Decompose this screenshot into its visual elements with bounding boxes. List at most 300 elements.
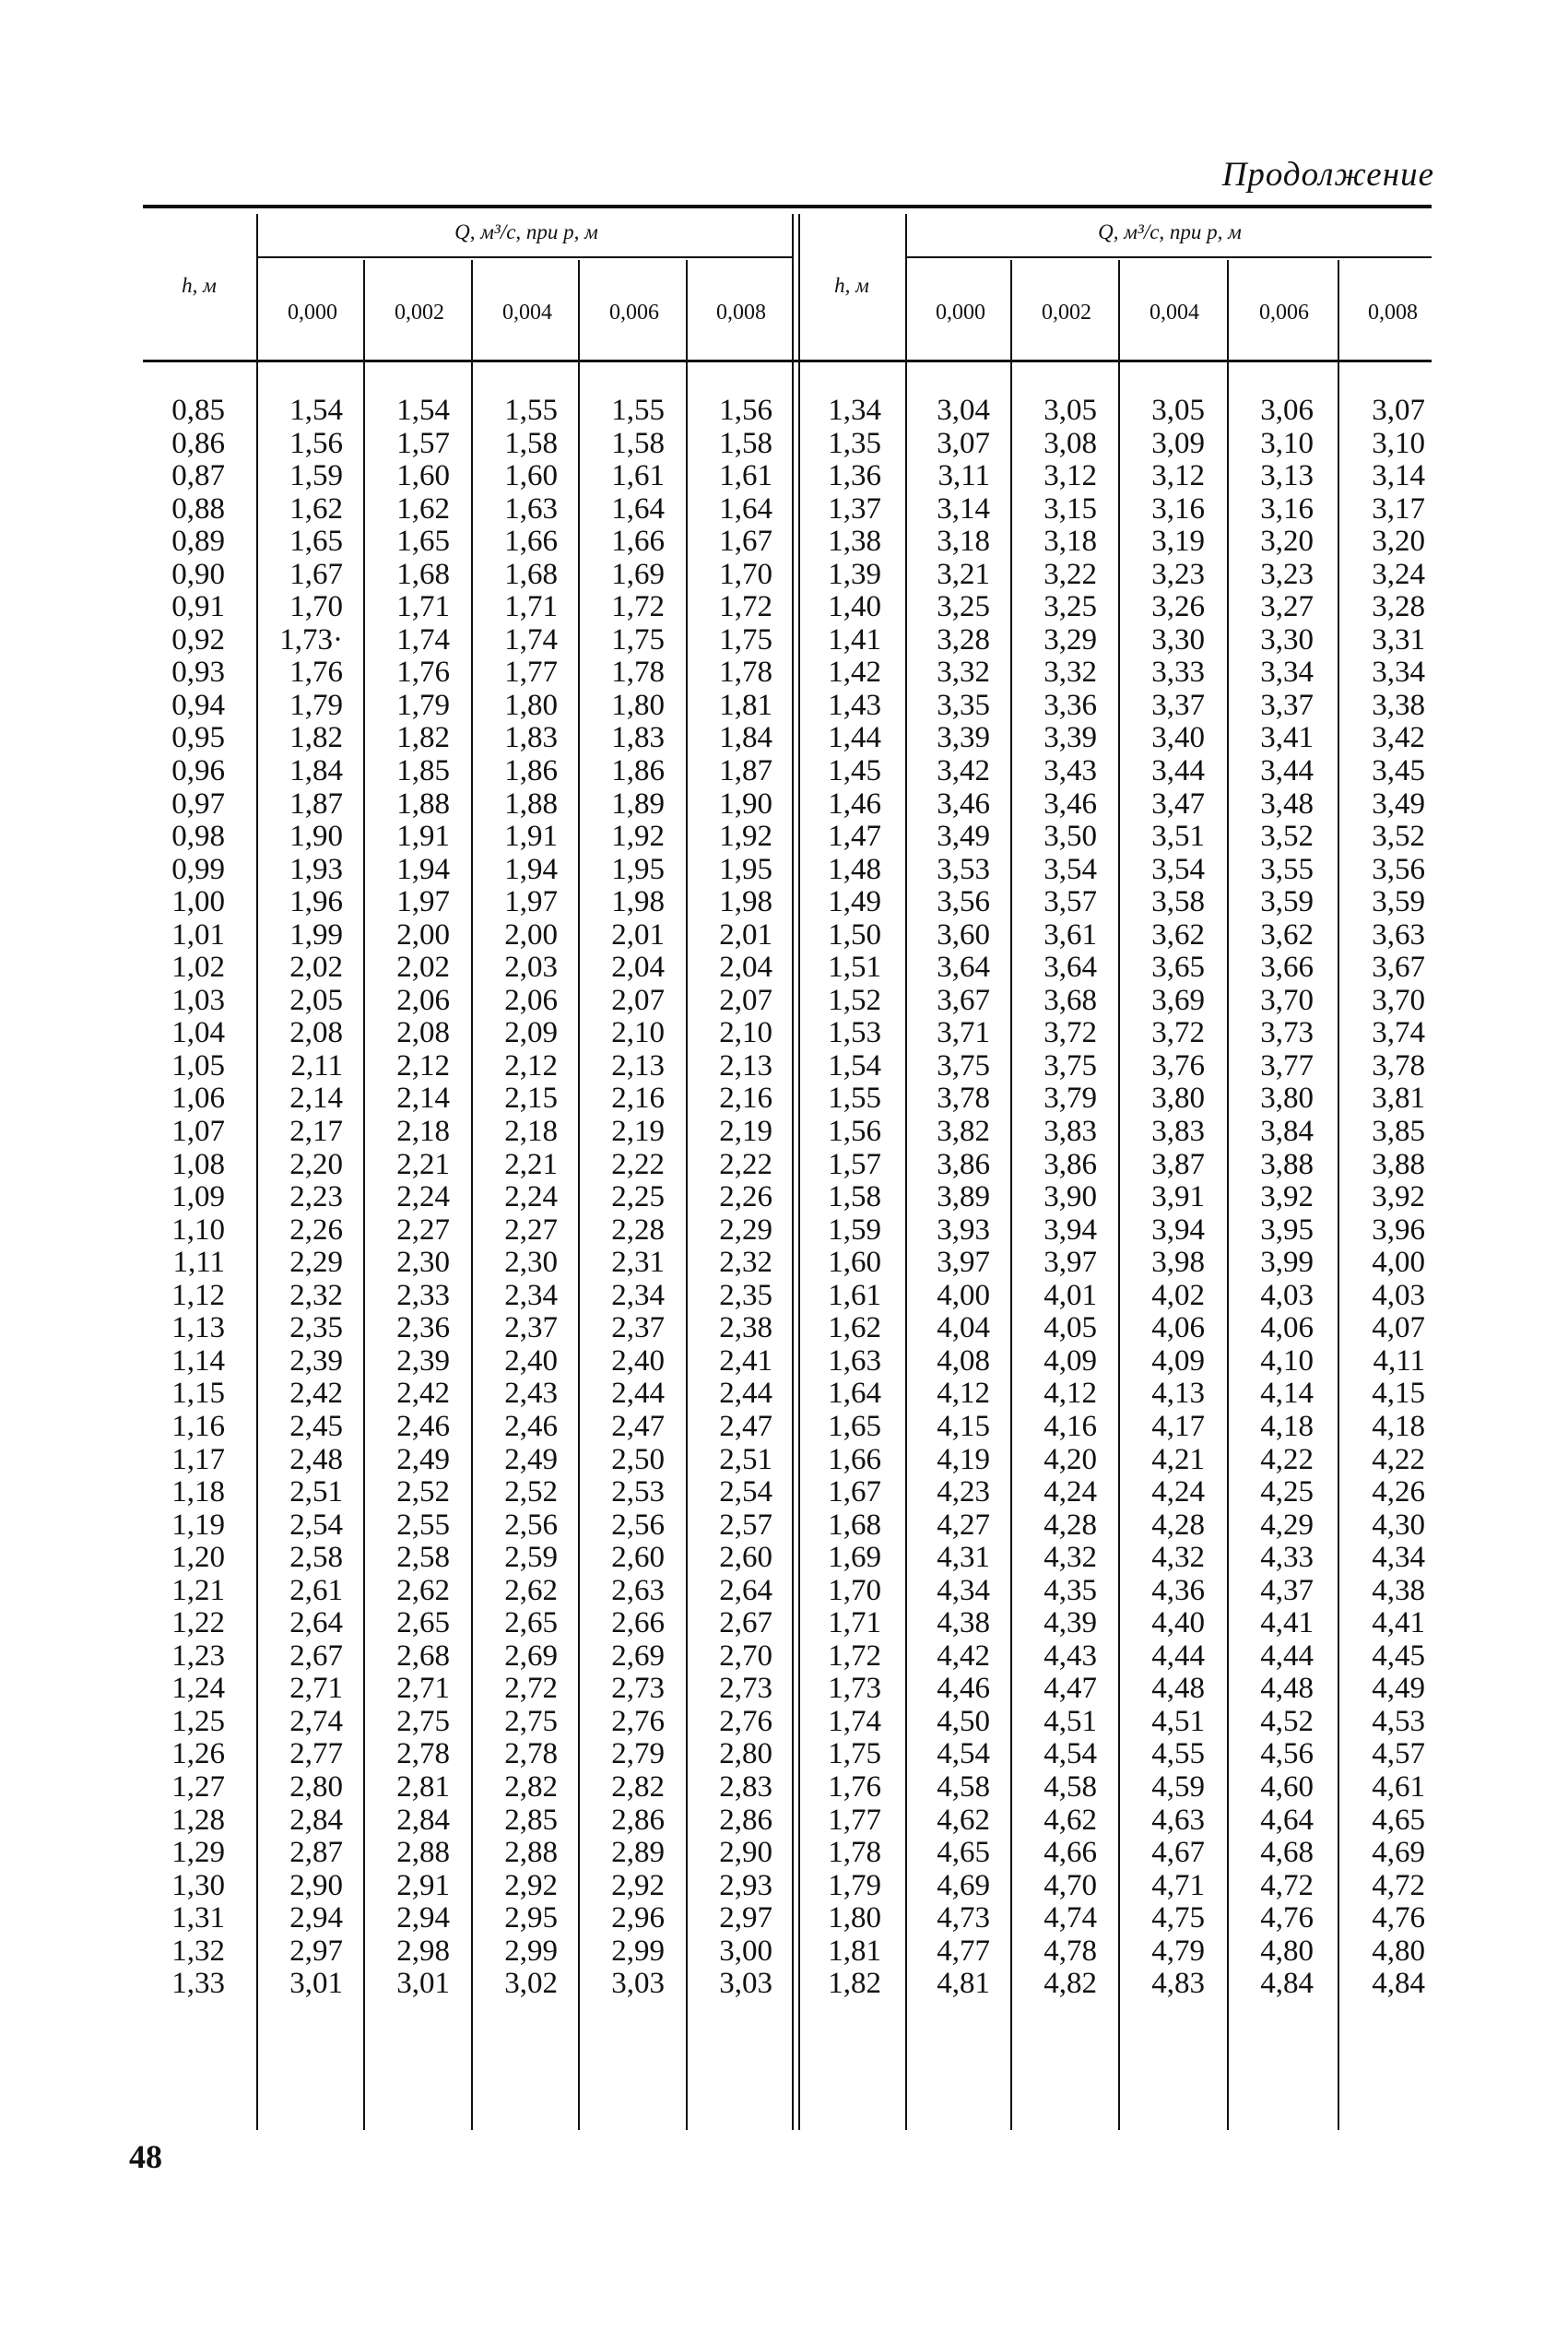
table-cell: 1,37 xyxy=(828,491,881,526)
left-col-divider-3 xyxy=(578,260,580,2130)
table-cell: 3,56 xyxy=(1372,852,1425,886)
table-cell: 2,41 xyxy=(719,1343,772,1378)
table-cell: 3,52 xyxy=(1260,820,1314,854)
table-cell: 1,27 xyxy=(171,1769,225,1804)
table-cell: 4,00 xyxy=(1372,1246,1425,1280)
table-cell: 3,94 xyxy=(1043,1213,1097,1247)
right-q-column-1 xyxy=(913,395,990,2001)
p-label-right-2: 0,004 xyxy=(1149,301,1199,325)
table-cell: 1,81 xyxy=(828,1934,881,1968)
table-cell: 4,82 xyxy=(1043,1967,1097,2001)
table-cell: 4,38 xyxy=(937,1606,990,1640)
table-cell: 2,94 xyxy=(396,1901,450,1935)
table-cell: 2,35 xyxy=(289,1311,343,1345)
table-cell: 2,37 xyxy=(504,1311,558,1345)
table-cell: 2,50 xyxy=(611,1442,665,1476)
table-cell: 3,03 xyxy=(719,1967,772,2001)
table-cell: 4,53 xyxy=(1372,1704,1425,1738)
table-cell: 4,84 xyxy=(1372,1967,1425,2001)
table-cell: 2,67 xyxy=(719,1606,772,1640)
table-cell: 2,99 xyxy=(504,1934,558,1968)
table-cell: 2,68 xyxy=(396,1639,450,1673)
table-cell: 1,46 xyxy=(828,787,881,821)
table-cell: 3,10 xyxy=(1260,426,1314,460)
table-cell: 3,54 xyxy=(1043,852,1097,886)
table-cell: 2,35 xyxy=(719,1278,772,1312)
table-cell: 4,72 xyxy=(1260,1868,1314,1902)
table-cell: 2,79 xyxy=(611,1737,665,1771)
table-cell: 1,79 xyxy=(396,688,450,722)
table-cell: 1,72 xyxy=(719,590,772,624)
table-cell: 1,64 xyxy=(719,491,772,526)
table-cell: 3,30 xyxy=(1151,622,1205,657)
table-cell: 3,83 xyxy=(1043,1115,1097,1149)
table-cell: 4,30 xyxy=(1372,1508,1425,1542)
table-cell: 2,36 xyxy=(396,1311,450,1345)
table-cell: 2,46 xyxy=(396,1409,450,1443)
table-cell: 2,49 xyxy=(504,1442,558,1476)
table-cell: 3,25 xyxy=(1043,590,1097,624)
table-cell: 2,11 xyxy=(290,1048,343,1083)
table-cell: 3,14 xyxy=(937,491,990,526)
table-cell: 4,41 xyxy=(1260,1606,1314,1640)
table-cell: 2,32 xyxy=(719,1246,772,1280)
right-q-column-2 xyxy=(1020,395,1097,2001)
table-cell: 2,48 xyxy=(289,1442,343,1476)
table-cell: 1,42 xyxy=(828,656,881,690)
table-cell: 3,16 xyxy=(1151,491,1205,526)
table-cell: 2,90 xyxy=(719,1836,772,1870)
table-cell: 1,80 xyxy=(611,688,665,722)
table-cell: 2,43 xyxy=(504,1377,558,1411)
table-cell: 3,00 xyxy=(719,1934,772,1968)
table-cell: 1,74 xyxy=(504,622,558,657)
right-group-rule xyxy=(905,256,1432,258)
table-cell: 3,62 xyxy=(1151,917,1205,952)
table-cell: 2,14 xyxy=(396,1082,450,1116)
table-cell: 3,20 xyxy=(1260,525,1314,559)
table-cell: 3,11 xyxy=(937,459,990,493)
table-cell: 1,90 xyxy=(719,787,772,821)
table-cell: 3,37 xyxy=(1151,688,1205,722)
table-cell: 1,03 xyxy=(171,983,225,1017)
table-cell: 2,12 xyxy=(396,1048,450,1083)
table-cell: 2,17 xyxy=(289,1115,343,1149)
table-cell: 1,65 xyxy=(828,1409,881,1443)
table-cell: 4,39 xyxy=(1043,1606,1097,1640)
table-cell: 3,72 xyxy=(1151,1016,1205,1050)
table-cell: 2,29 xyxy=(719,1213,772,1247)
table-cell: 0,88 xyxy=(171,491,225,526)
table-cell: 1,70 xyxy=(719,557,772,591)
table-cell: 3,85 xyxy=(1372,1115,1425,1149)
table-cell: 1,76 xyxy=(289,656,343,690)
right-col-divider-1 xyxy=(1010,260,1012,2130)
table-cell: 2,85 xyxy=(504,1803,558,1837)
table-cell: 4,03 xyxy=(1260,1278,1314,1312)
table-cell: 2,56 xyxy=(504,1508,558,1542)
table-cell: 3,69 xyxy=(1151,983,1205,1017)
table-cell: 2,92 xyxy=(504,1868,558,1902)
table-cell: 4,22 xyxy=(1260,1442,1314,1476)
table-cell: 3,32 xyxy=(1043,656,1097,690)
p-label-right-3: 0,006 xyxy=(1259,301,1309,325)
table-cell: 1,35 xyxy=(828,426,881,460)
table-cell: 1,97 xyxy=(396,885,450,919)
table-cell: 1,72 xyxy=(611,590,665,624)
table-cell: 2,55 xyxy=(396,1508,450,1542)
table-cell: 2,49 xyxy=(396,1442,450,1476)
table-cell: 4,15 xyxy=(937,1409,990,1443)
table-cell: 3,37 xyxy=(1260,688,1314,722)
table-cell: 4,33 xyxy=(1260,1541,1314,1575)
table-cell: 2,33 xyxy=(396,1278,450,1312)
table-cell: 3,53 xyxy=(937,852,990,886)
table-cell: 3,08 xyxy=(1043,426,1097,460)
left-q-column-4 xyxy=(587,395,665,2001)
table-cell: 3,71 xyxy=(937,1016,990,1050)
table-cell: 4,81 xyxy=(937,1967,990,2001)
table-cell: 3,62 xyxy=(1260,917,1314,952)
table-cell: 1,67 xyxy=(719,525,772,559)
table-cell: 2,20 xyxy=(289,1147,343,1181)
table-cell: 1,63 xyxy=(504,491,558,526)
table-cell: 2,51 xyxy=(289,1475,343,1509)
table-cell: 2,92 xyxy=(611,1868,665,1902)
table-cell: 3,93 xyxy=(937,1213,990,1247)
table-cell: 1,65 xyxy=(289,525,343,559)
table-cell: 3,41 xyxy=(1260,721,1314,755)
table-cell: 4,25 xyxy=(1260,1475,1314,1509)
table-cell: 2,77 xyxy=(289,1737,343,1771)
table-cell: 3,65 xyxy=(1151,951,1205,985)
table-cell: 1,55 xyxy=(611,394,665,427)
left-col-divider-1 xyxy=(363,260,365,2130)
table-cell: 3,17 xyxy=(1372,491,1425,526)
table-cell: 2,44 xyxy=(611,1377,665,1411)
table-cell: 2,54 xyxy=(719,1475,772,1509)
table-cell: 2,05 xyxy=(289,983,343,1017)
table-cell: 3,75 xyxy=(1043,1048,1097,1083)
table-cell: 2,01 xyxy=(719,917,772,952)
table-cell: 2,98 xyxy=(396,1934,450,1968)
table-cell: 1,43 xyxy=(828,688,881,722)
table-cell: 3,34 xyxy=(1372,656,1425,690)
table-cell: 3,83 xyxy=(1151,1115,1205,1149)
table-cell: 2,30 xyxy=(396,1246,450,1280)
table-cell: 4,76 xyxy=(1260,1901,1314,1935)
table-cell: 4,28 xyxy=(1151,1508,1205,1542)
table-cell: 1,54 xyxy=(828,1048,881,1083)
table-cell: 0,97 xyxy=(171,787,225,821)
table-cell: 2,00 xyxy=(396,917,450,952)
table-cell: 3,81 xyxy=(1372,1082,1425,1116)
table-cell: 1,79 xyxy=(828,1868,881,1902)
table-cell: 2,91 xyxy=(396,1868,450,1902)
table-cell: 3,24 xyxy=(1372,557,1425,591)
table-cell: 2,71 xyxy=(396,1672,450,1706)
table-cell: 4,49 xyxy=(1372,1672,1425,1706)
table-cell: 4,84 xyxy=(1260,1967,1314,2001)
table-cell: 1,66 xyxy=(504,525,558,559)
table-cell: 1,76 xyxy=(396,656,450,690)
table-cell: 4,26 xyxy=(1372,1475,1425,1509)
table-cell: 2,97 xyxy=(289,1934,343,1968)
table-cell: 4,34 xyxy=(937,1573,990,1607)
table-cell: 2,82 xyxy=(611,1769,665,1804)
table-cell: 3,46 xyxy=(1043,787,1097,821)
table-cell: 1,95 xyxy=(719,852,772,886)
table-cell: 4,64 xyxy=(1260,1803,1314,1837)
p-label-right-4: 0,008 xyxy=(1368,301,1418,325)
table-cell: 1,82 xyxy=(828,1967,881,2001)
table-cell: 3,86 xyxy=(1043,1147,1097,1181)
table-cell: 1,41 xyxy=(828,622,881,657)
table-cell: 1,08 xyxy=(171,1147,225,1181)
table-cell: 3,39 xyxy=(1043,721,1097,755)
table-cell: 2,58 xyxy=(289,1541,343,1575)
table-cell: 3,45 xyxy=(1372,754,1425,788)
table-cell: 4,62 xyxy=(1043,1803,1097,1837)
table-cell: 4,27 xyxy=(937,1508,990,1542)
table-cell: 1,59 xyxy=(828,1213,881,1247)
p-label-right-0: 0,000 xyxy=(936,301,985,325)
table-cell: 1,61 xyxy=(828,1278,881,1312)
table-cell: 1,57 xyxy=(828,1147,881,1181)
table-cell: 2,13 xyxy=(719,1048,772,1083)
table-cell: 2,32 xyxy=(289,1278,343,1312)
left-h-divider xyxy=(256,214,258,2130)
table-cell: 4,32 xyxy=(1151,1541,1205,1575)
table-cell: 1,66 xyxy=(828,1442,881,1476)
table-cell: 1,96 xyxy=(289,885,343,919)
table-cell: 0,96 xyxy=(171,754,225,788)
table-cell: 4,48 xyxy=(1260,1672,1314,1706)
table-cell: 2,65 xyxy=(396,1606,450,1640)
right-q-column-5 xyxy=(1348,395,1425,2001)
table-cell: 3,96 xyxy=(1372,1213,1425,1247)
table-cell: 2,04 xyxy=(611,951,665,985)
table-cell: 1,64 xyxy=(828,1377,881,1411)
table-cell: 4,14 xyxy=(1260,1377,1314,1411)
table-cell: 1,28 xyxy=(171,1803,225,1837)
table-cell: 2,23 xyxy=(289,1180,343,1214)
table-cell: 4,63 xyxy=(1151,1803,1205,1837)
table-cell: 1,60 xyxy=(828,1246,881,1280)
table-cell: 2,28 xyxy=(611,1213,665,1247)
table-cell: 3,51 xyxy=(1151,820,1205,854)
table-cell: 3,72 xyxy=(1043,1016,1097,1050)
table-cell: 3,28 xyxy=(937,622,990,657)
table-cell: 3,06 xyxy=(1260,394,1314,427)
table-cell: 4,06 xyxy=(1151,1311,1205,1345)
table-cell: 2,04 xyxy=(719,951,772,985)
table-cell: 3,44 xyxy=(1151,754,1205,788)
table-cell: 1,40 xyxy=(828,590,881,624)
table-cell: 3,40 xyxy=(1151,721,1205,755)
table-cell: 2,56 xyxy=(611,1508,665,1542)
table-cell: 1,71 xyxy=(828,1606,881,1640)
table-cell: 1,78 xyxy=(828,1836,881,1870)
table-cell: 0,92 xyxy=(171,622,225,657)
table-cell: 2,27 xyxy=(504,1213,558,1247)
table-cell: 3,34 xyxy=(1260,656,1314,690)
table-cell: 1,94 xyxy=(504,852,558,886)
table-cell: 0,86 xyxy=(171,426,225,460)
table-cell: 1,23 xyxy=(171,1639,225,1673)
table-cell: 4,78 xyxy=(1043,1934,1097,1968)
table-cell: 2,76 xyxy=(719,1704,772,1738)
table-cell: 2,78 xyxy=(504,1737,558,1771)
table-cell: 4,07 xyxy=(1372,1311,1425,1345)
table-cell: 1,00 xyxy=(171,885,225,919)
table-cell: 3,35 xyxy=(937,688,990,722)
table-cell: 1,32 xyxy=(171,1934,225,1968)
table-cell: 1,52 xyxy=(828,983,881,1017)
table-cell: 1,68 xyxy=(396,557,450,591)
table-cell: 3,30 xyxy=(1260,622,1314,657)
table-cell: 3,42 xyxy=(1372,721,1425,755)
table-cell: 4,72 xyxy=(1372,1868,1425,1902)
table-cell: 2,83 xyxy=(719,1769,772,1804)
table-cell: 3,92 xyxy=(1372,1180,1425,1214)
table-cell: 1,62 xyxy=(289,491,343,526)
right-q-column-4 xyxy=(1236,395,1314,2001)
table-cell: 3,49 xyxy=(1372,787,1425,821)
table-cell: 4,71 xyxy=(1151,1868,1205,1902)
table-cell: 4,13 xyxy=(1151,1377,1205,1411)
table-cell: 4,38 xyxy=(1372,1573,1425,1607)
table-cell: 4,03 xyxy=(1372,1278,1425,1312)
table-cell: 4,66 xyxy=(1043,1836,1097,1870)
table-cell: 2,70 xyxy=(719,1639,772,1673)
table-cell: 3,14 xyxy=(1372,459,1425,493)
table-cell: 3,27 xyxy=(1260,590,1314,624)
table-cell: 2,19 xyxy=(611,1115,665,1149)
table-cell: 2,40 xyxy=(504,1343,558,1378)
table-cell: 1,47 xyxy=(828,820,881,854)
table-cell: 0,89 xyxy=(171,525,225,559)
table-cell: 1,14 xyxy=(171,1343,225,1378)
table-cell: 3,54 xyxy=(1151,852,1205,886)
table-cell: 2,22 xyxy=(719,1147,772,1181)
table-cell: 4,02 xyxy=(1151,1278,1205,1312)
table-cell: 4,52 xyxy=(1260,1704,1314,1738)
table-cell: 1,75 xyxy=(611,622,665,657)
p-label-right-1: 0,002 xyxy=(1042,301,1091,325)
table-cell: 2,01 xyxy=(611,917,665,952)
table-cell: 0,90 xyxy=(171,557,225,591)
table-cell: 1,98 xyxy=(719,885,772,919)
table-cell: 1,22 xyxy=(171,1606,225,1640)
table-cell: 4,40 xyxy=(1151,1606,1205,1640)
table-cell: 4,06 xyxy=(1260,1311,1314,1345)
table-cell: 2,66 xyxy=(611,1606,665,1640)
left-q-column-5 xyxy=(695,395,772,2001)
table-cell: 1,91 xyxy=(504,820,558,854)
table-cell: 1,59 xyxy=(289,459,343,493)
table-cell: 1,93 xyxy=(289,852,343,886)
table-cell: 2,58 xyxy=(396,1541,450,1575)
table-cell: 4,68 xyxy=(1260,1836,1314,1870)
table-cell: 4,44 xyxy=(1151,1639,1205,1673)
right-h-divider xyxy=(905,214,907,2130)
table-cell: 2,45 xyxy=(289,1409,343,1443)
table-cell: 3,97 xyxy=(1043,1246,1097,1280)
table-cell: 2,18 xyxy=(396,1115,450,1149)
table-cell: 1,44 xyxy=(828,721,881,755)
table-cell: 4,80 xyxy=(1260,1934,1314,1968)
table-cell: 4,04 xyxy=(937,1311,990,1345)
table-cell: 2,62 xyxy=(396,1573,450,1607)
table-cell: 2,96 xyxy=(611,1901,665,1935)
table-cell: 4,77 xyxy=(937,1934,990,1968)
table-cell: 1,79 xyxy=(289,688,343,722)
block-divider-a xyxy=(792,214,794,2130)
table-cell: 1,49 xyxy=(828,885,881,919)
table-cell: 3,18 xyxy=(1043,525,1097,559)
table-cell: 1,55 xyxy=(828,1082,881,1116)
table-cell: 4,69 xyxy=(937,1868,990,1902)
table-cell: 2,80 xyxy=(719,1737,772,1771)
table-cell: 4,51 xyxy=(1151,1704,1205,1738)
q-group-header-right: Q, м³/с, при p, м xyxy=(1098,220,1242,243)
table-cell: 3,18 xyxy=(937,525,990,559)
table-cell: 4,50 xyxy=(937,1704,990,1738)
table-cell: 1,75 xyxy=(719,622,772,657)
table-cell: 2,69 xyxy=(504,1639,558,1673)
p-label-left-1: 0,002 xyxy=(395,301,444,325)
table-cell: 3,31 xyxy=(1372,622,1425,657)
table-cell: 3,55 xyxy=(1260,852,1314,886)
table-cell: 3,99 xyxy=(1260,1246,1314,1280)
table-cell: 1,17 xyxy=(171,1442,225,1476)
table-cell: 4,32 xyxy=(1043,1541,1097,1575)
table-cell: 1,67 xyxy=(289,557,343,591)
table-cell: 4,51 xyxy=(1043,1704,1097,1738)
table-cell: 2,62 xyxy=(504,1573,558,1607)
table-cell: 2,13 xyxy=(611,1048,665,1083)
table-cell: 1,69 xyxy=(828,1541,881,1575)
table-cell: 3,78 xyxy=(937,1082,990,1116)
h-header-left: h, м xyxy=(182,274,217,297)
table-cell: 1,19 xyxy=(171,1508,225,1542)
table-cell: 1,45 xyxy=(828,754,881,788)
table-cell: 1,61 xyxy=(611,459,665,493)
page-number: 48 xyxy=(129,2138,162,2175)
table-cell: 1,89 xyxy=(611,787,665,821)
table-cell: 2,07 xyxy=(719,983,772,1017)
table-cell: 3,60 xyxy=(937,917,990,952)
table-cell: 3,47 xyxy=(1151,787,1205,821)
table-cell: 2,06 xyxy=(396,983,450,1017)
table-cell: 3,49 xyxy=(937,820,990,854)
table-cell: 3,84 xyxy=(1260,1115,1314,1149)
table-cell: 2,14 xyxy=(289,1082,343,1116)
table-cell: 4,08 xyxy=(937,1343,990,1378)
table-cell: 3,56 xyxy=(937,885,990,919)
table-cell: 3,28 xyxy=(1372,590,1425,624)
table-cell: 4,70 xyxy=(1043,1868,1097,1902)
table-cell: 2,84 xyxy=(289,1803,343,1837)
table-cell: 0,85 xyxy=(171,394,225,427)
table-cell: 1,74 xyxy=(396,622,450,657)
table-cell: 3,12 xyxy=(1043,459,1097,493)
table-cell: 1,63 xyxy=(828,1343,881,1378)
table-cell: 3,13 xyxy=(1260,459,1314,493)
table-cell: 3,38 xyxy=(1372,688,1425,722)
table-cell: 1,18 xyxy=(171,1475,225,1509)
